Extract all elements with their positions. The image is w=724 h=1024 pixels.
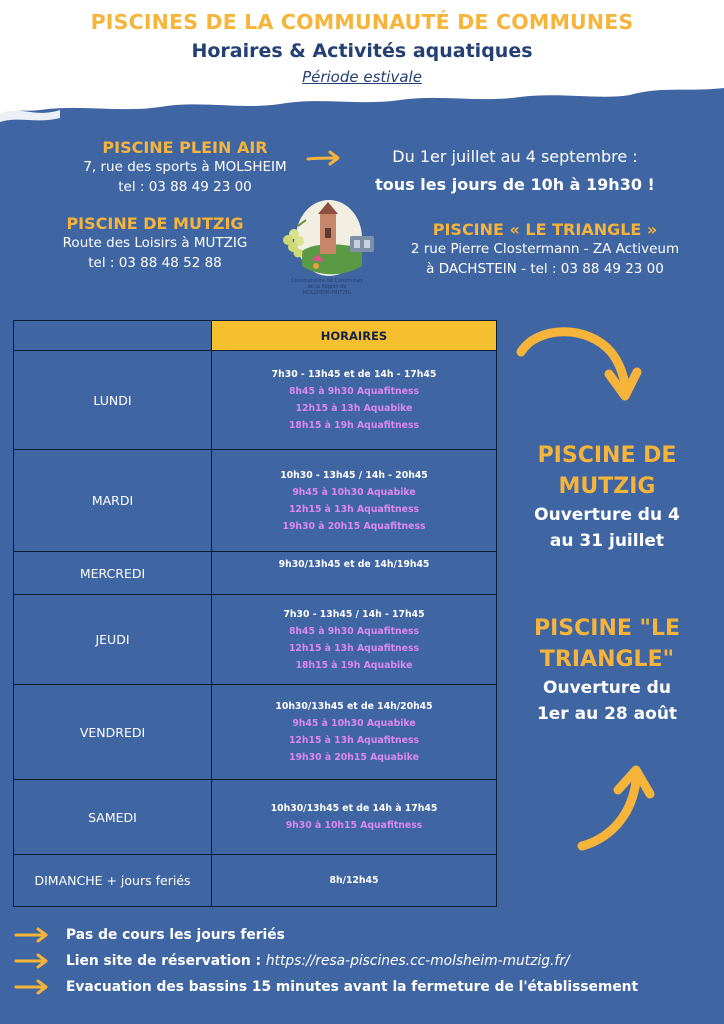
opening-hours: 10h30 - 13h45 / 14h - 20h45 (280, 469, 428, 481)
season-dates: Du 1er juillet au 4 septembre : (392, 147, 638, 166)
pool-plein-air-info (40, 138, 330, 197)
pool-triangle-info (385, 220, 705, 279)
day-label: MERCREDI (14, 552, 212, 595)
arrow-right-icon (14, 927, 50, 943)
triangle-opening-line-1: Ouverture du (543, 678, 671, 698)
pool-triangle-name: PISCINE « LE TRIANGLE » (432, 220, 658, 239)
mutzig-opening-line-2: au 31 juillet (549, 531, 665, 551)
table-row (14, 685, 497, 780)
activity-slot: 12h15 à 13h Aquafitness (288, 735, 420, 746)
period-label: Période estivale (302, 68, 422, 86)
note-reservation-label: Lien site de réservation : (66, 953, 262, 969)
pool-triangle-address: 2 rue Pierre Clostermann - ZA Activeum (410, 241, 680, 257)
schedule-table (13, 320, 497, 907)
table-row (14, 855, 497, 907)
table-row (14, 450, 497, 552)
activity-slot: 12h15 à 13h Aquabike (295, 403, 413, 414)
mutzig-opening-info (512, 440, 702, 554)
day-label: LUNDI (14, 351, 212, 450)
table-row (14, 595, 497, 685)
activity-slot: 8h45 à 9h30 Aquafitness (288, 386, 420, 397)
note-evacuation: Evacuation des bassins 15 minutes avant la fermeture de l'établissement (66, 979, 639, 995)
activity-slot: 12h15 à 13h Aquafitness (288, 503, 420, 515)
activity-slot: 8h45 à 9h30 Aquafitness (288, 625, 420, 637)
pool-mutzig-name: PISCINE DE MUTZIG (66, 214, 244, 233)
pool-mutzig-address: Route des Loisirs à MUTZIG (62, 235, 248, 251)
table-row (14, 780, 497, 855)
activity-slot: 9h45 à 10h30 Aquabike (292, 718, 416, 729)
activity-slot: 19h30 à 20h15 Aquabike (289, 752, 419, 763)
logo-emblem-icon (272, 196, 382, 278)
hours-cell (212, 780, 497, 855)
season-hours: tous les jours de 10h à 19h30 ! (375, 175, 655, 194)
hours-cell (212, 351, 497, 450)
activity-slot: 18h15 à 19h Aquabike (295, 659, 413, 671)
day-label: VENDREDI (14, 685, 212, 780)
triangle-opening-info (512, 613, 702, 727)
activity-slot: 19h30 à 20h15 Aquafitness (282, 520, 426, 532)
hours-cell (212, 855, 497, 907)
curved-arrow-up-icon (574, 760, 664, 852)
table-corner-cell (14, 321, 212, 351)
pool-mutzig-info (40, 214, 270, 273)
opening-hours: 10h30/13h45 et de 14h à 17h45 (270, 803, 438, 814)
page-subtitle: Horaires & Activités aquatiques (191, 40, 533, 62)
pool-triangle-phone: à DACHSTEIN - tel : 03 88 49 23 00 (426, 261, 664, 277)
pool-plein-air-name: PISCINE PLEIN AIR (102, 138, 268, 157)
reservation-link[interactable]: https://resa-piscines.cc-molsheim-mutzig.fr/ (265, 953, 570, 969)
summer-season-info (350, 143, 680, 199)
hours-cell (212, 685, 497, 780)
notes-list (14, 922, 714, 1000)
activity-slot: 9h30 à 10h15 Aquafitness (285, 820, 423, 831)
activity-slot: 12h15 à 13h Aquafitness (288, 642, 420, 654)
arrow-right-icon (14, 953, 50, 969)
mutzig-side-title-2: MUTZIG (558, 474, 656, 499)
table-row (14, 351, 497, 450)
pool-plein-air-phone: tel : 03 88 49 23 00 (118, 179, 252, 195)
table-row (14, 552, 497, 595)
opening-hours: 9h30/13h45 et de 14h/19h45 (278, 559, 430, 570)
pool-plein-air-address: 7, rue des sports à MOLSHEIM (83, 159, 287, 175)
arrow-right-icon (14, 979, 50, 995)
arrow-right-icon (306, 149, 342, 167)
pool-mutzig-phone: tel : 03 88 48 52 88 (88, 255, 222, 271)
community-logo (272, 196, 382, 308)
opening-hours: 8h/12h45 (329, 875, 379, 886)
logo-caption: Communauté de Communes de la Région de MOLSHEIM-MUTZIG (291, 278, 363, 296)
hours-cell (212, 450, 497, 552)
note-item (14, 922, 714, 948)
day-label: SAMEDI (14, 780, 212, 855)
activity-slot: 9h45 à 10h30 Aquabike (292, 486, 416, 498)
triangle-side-title-2: TRIANGLE" (539, 647, 675, 672)
curved-arrow-down-icon (515, 318, 645, 404)
opening-hours: 7h30 - 13h45 et de 14h - 17h45 (271, 369, 437, 380)
day-label: DIMANCHE + jours feriés (14, 855, 212, 907)
day-label: MARDI (14, 450, 212, 552)
schedule-header: HORAIRES (212, 321, 497, 351)
header-banner (0, 0, 724, 125)
table-header-row (14, 321, 497, 351)
note-item (14, 974, 714, 1000)
activity-slot: 18h15 à 19h Aquafitness (288, 420, 420, 431)
page-title: PISCINES DE LA COMMUNAUTÉ DE COMMUNES (90, 10, 634, 34)
day-label: JEUDI (14, 595, 212, 685)
mutzig-side-title-1: PISCINE DE (537, 443, 677, 468)
mutzig-opening-line-1: Ouverture du 4 (534, 505, 680, 525)
note-no-classes: Pas de cours les jours feriés (66, 927, 285, 943)
hours-cell (212, 552, 497, 595)
opening-hours: 10h30/13h45 et de 14h/20h45 (275, 701, 433, 712)
triangle-side-title-1: PISCINE "LE (533, 616, 681, 641)
triangle-opening-line-2: 1er au 28 août (536, 704, 678, 724)
opening-hours: 7h30 - 13h45 / 14h - 17h45 (283, 608, 425, 620)
note-item (14, 948, 714, 974)
hours-cell (212, 595, 497, 685)
